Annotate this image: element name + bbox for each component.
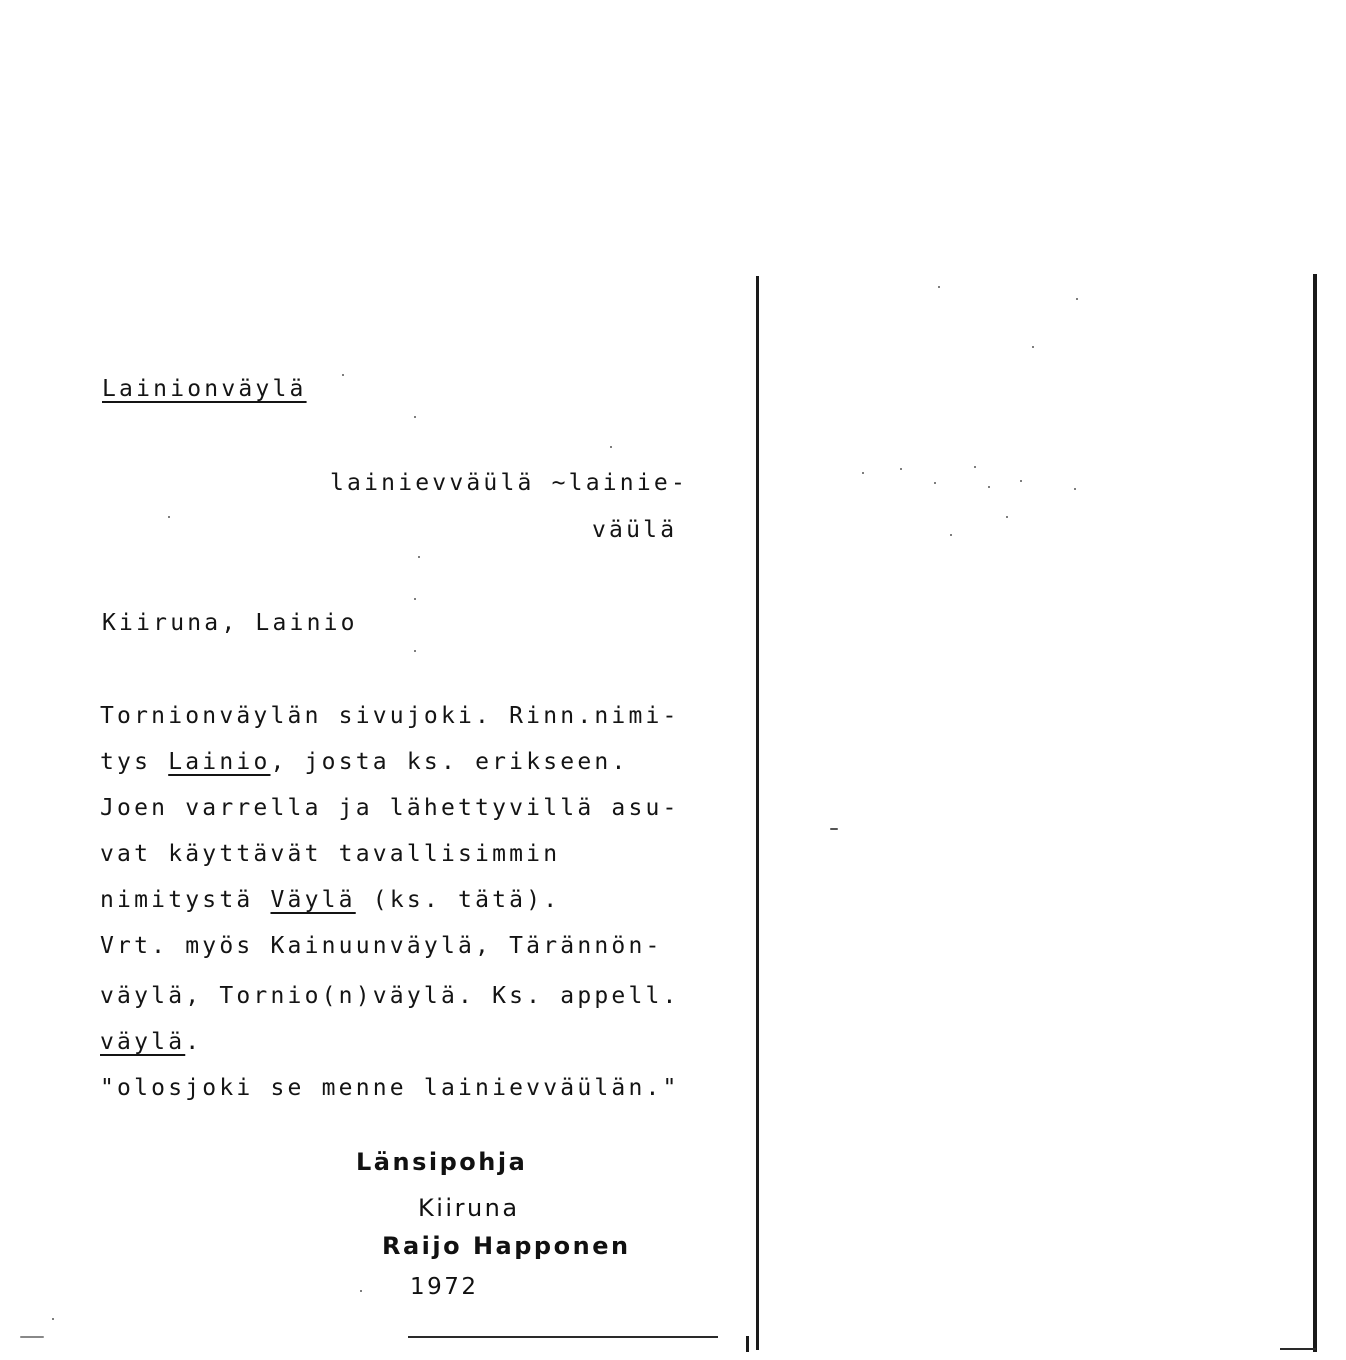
description-text: , josta ks. erikseen. (270, 749, 629, 775)
description-line: vat käyttävät tavallisimmin (100, 841, 561, 867)
scan-speck (20, 1336, 44, 1338)
description-line (100, 751, 629, 774)
scan-speck (414, 416, 416, 418)
scan-speck (900, 468, 902, 470)
card-column-divider (756, 276, 759, 1350)
card-bottom-edge (408, 1336, 718, 1338)
example-sentence: "olosjoki se menne lainievväülän." (100, 1075, 680, 1101)
scan-speck (974, 466, 976, 468)
description-line: Vrt. myös Kainuunväylä, Tärännön- (100, 933, 663, 959)
scan-speck (830, 828, 838, 830)
scan-speck (414, 598, 416, 600)
scan-speck (1074, 488, 1076, 490)
stamp-place: Kiiruna (418, 1194, 520, 1222)
scan-speck (934, 482, 936, 484)
stamp-collector: Raijo Happonen (382, 1232, 631, 1260)
description-text: tys (100, 749, 169, 775)
scan-speck (1006, 516, 1008, 518)
card-right-edge (1313, 274, 1317, 1352)
scan-speck (610, 446, 612, 448)
scan-speck (938, 286, 940, 288)
scan-speck (342, 374, 344, 376)
description-line: väylä, Tornio(n)väylä. Ks. appell. (100, 983, 680, 1009)
description-text: (ks. tätä). (355, 887, 561, 913)
description-line: Tornionväylän sivujoki. Rinn.nimi- (100, 703, 680, 729)
underlined-word: Väylä (270, 887, 356, 913)
description-text: . (185, 1029, 203, 1055)
scan-speck (168, 516, 170, 518)
location-line: Kiiruna, Lainio (102, 610, 358, 636)
scan-speck (414, 650, 416, 652)
description-line (100, 889, 560, 912)
description-line: Joen varrella ja lähettyvillä asu- (100, 795, 680, 821)
description-text: nimitystä (100, 887, 271, 913)
scan-speck (360, 1290, 362, 1292)
divider-foot-tick (746, 1336, 749, 1352)
dialect-form-line-2: väülä (592, 517, 678, 543)
scan-speck (1032, 346, 1034, 348)
scan-speck (52, 1318, 54, 1320)
stamp-year: 1972 (410, 1274, 479, 1300)
card-bottom-corner (1280, 1348, 1316, 1350)
scan-speck (988, 486, 990, 488)
stamp-region: Länsipohja (356, 1148, 528, 1176)
description-line (100, 1031, 202, 1054)
headword: Lainionväylä (102, 376, 307, 402)
scan-speck (862, 472, 864, 474)
dialect-form-line-1: lainievväülä ~lainie- (330, 470, 688, 496)
scan-speck (950, 534, 952, 536)
scan-speck (1076, 298, 1078, 300)
scan-speck (418, 556, 420, 558)
underlined-word: väylä (100, 1029, 186, 1055)
underlined-word: Lainio (168, 749, 271, 775)
scan-speck (1020, 480, 1022, 482)
